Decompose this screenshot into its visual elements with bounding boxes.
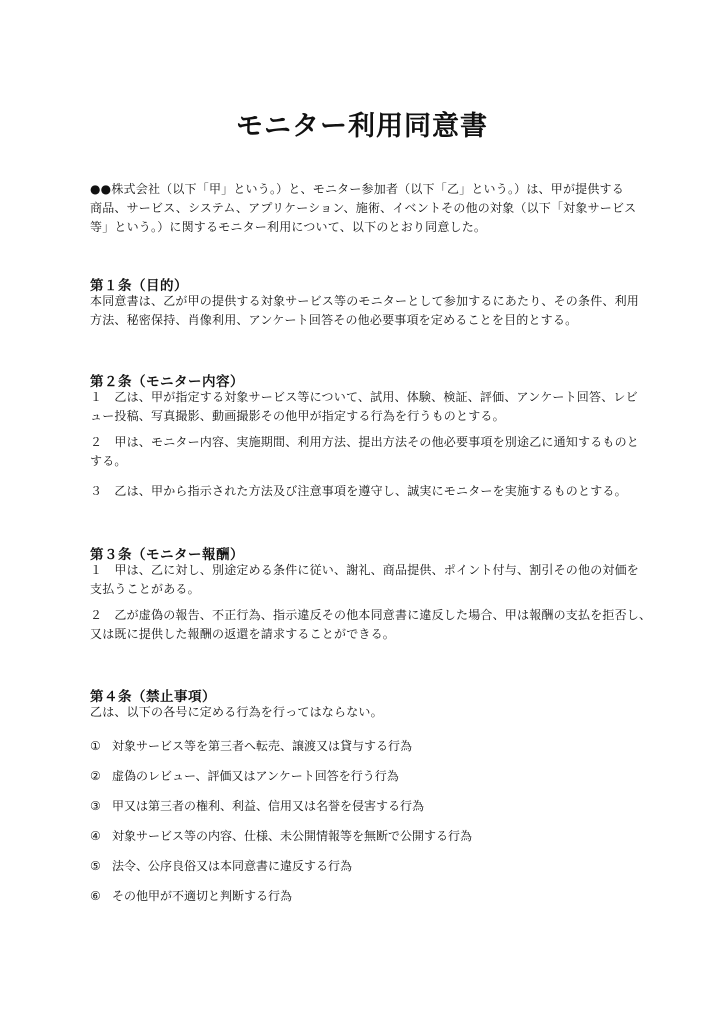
item-number: ④ xyxy=(90,829,101,843)
paragraph-line: 又は既に提供した報酬の返還を請求することができる。 xyxy=(90,627,396,641)
list-item xyxy=(90,887,292,906)
list-item xyxy=(90,767,399,786)
item-text: 甲又は第三者の権利、利益、信用又は名誉を侵害する行為 xyxy=(112,799,425,813)
article-4-intro xyxy=(90,703,650,722)
item-text: 対象サービス等の内容、仕様、未公開情報等を無断で公開する行為 xyxy=(112,829,473,843)
list-item xyxy=(90,737,412,756)
document-title: モニター利用同意書 xyxy=(236,111,488,142)
paragraph-line: 乙は、以下の各号に定める行為を行ってはならない。 xyxy=(90,705,383,719)
item-text: その他甲が不適切と判断する行為 xyxy=(112,889,293,903)
article-2-paragraph-3 xyxy=(90,482,650,501)
item-number: ③ xyxy=(90,799,101,813)
article-4-heading: 第４条（禁止事項） xyxy=(90,689,216,705)
preamble-line: 等」という。）に関するモニター利用について、以下のとおり同意した。 xyxy=(90,220,487,234)
item-number: ② xyxy=(90,769,101,783)
article-1-paragraph xyxy=(90,292,650,330)
item-number: ① xyxy=(90,739,101,753)
preamble-line: 商品、サービス、システム、アプリケーション、施術、イベントその他の対象（以下「対象サービス xyxy=(90,201,637,215)
paragraph-line: １ 甲は、乙に対し、別途定める条件に従い、謝礼、商品提供、ポイント付与、割引その他の対価を xyxy=(90,563,640,577)
item-text: 法令、公序良俗又は本同意書に違反する行為 xyxy=(112,859,353,873)
preamble xyxy=(90,180,650,237)
article-3-paragraph-2 xyxy=(90,606,650,644)
list-item xyxy=(90,797,424,816)
paragraph-line: ２ 甲は、モニター内容、実施期間、利用方法、提出方法その他必要事項を別途乙に通知するものと xyxy=(90,435,640,449)
paragraph-line: する。 xyxy=(90,454,127,468)
item-number: ⑥ xyxy=(90,889,101,903)
item-number: ⑤ xyxy=(90,859,101,873)
article-3-paragraph-1 xyxy=(90,561,650,599)
article-2-heading: 第２条（モニター内容） xyxy=(90,374,244,390)
paragraph-line: 本同意書は、乙が甲の提供する対象サービス等のモニターとして参加するにあたり、その条件、利用 xyxy=(90,294,640,308)
paragraph-line: １ 乙は、甲が指定する対象サービス等について、試用、体験、検証、評価、アンケート回答、レビ xyxy=(90,390,638,404)
list-item xyxy=(90,827,472,846)
paragraph-line: ２ 乙が虚偽の報告、不正行為、指示違反その他本同意書に違反した場合、甲は報酬の支払を拒否し、 xyxy=(90,608,652,622)
paragraph-line: ュー投稿、写真撮影、動画撮影その他甲が指定する行為を行うものとする。 xyxy=(90,409,505,423)
article-3-heading: 第３条（モニター報酬） xyxy=(90,547,244,563)
list-item xyxy=(90,857,352,876)
paragraph-line: 支払うことがある。 xyxy=(90,582,200,596)
item-text: 対象サービス等を第三者へ転売、譲渡又は貸与する行為 xyxy=(112,739,413,753)
paragraph-line: 方法、秘密保持、肖像利用、アンケート回答その他必要事項を定めることを目的とする。 xyxy=(90,313,578,327)
paragraph-line: ３ 乙は、甲から指示された方法及び注意事項を遵守し、誠実にモニターを実施するものとする。 xyxy=(90,484,627,498)
article-2-paragraph-2 xyxy=(90,433,650,471)
preamble-line: ●●株式会社（以下「甲」という。）と、モニター参加者（以下「乙」という。）は、甲が提供する xyxy=(90,182,624,196)
item-text: 虚偽のレビュー、評価又はアンケート回答を行う行為 xyxy=(112,769,399,783)
article-1-heading: 第１条（目的） xyxy=(90,278,188,294)
article-2-paragraph-1 xyxy=(90,388,650,426)
